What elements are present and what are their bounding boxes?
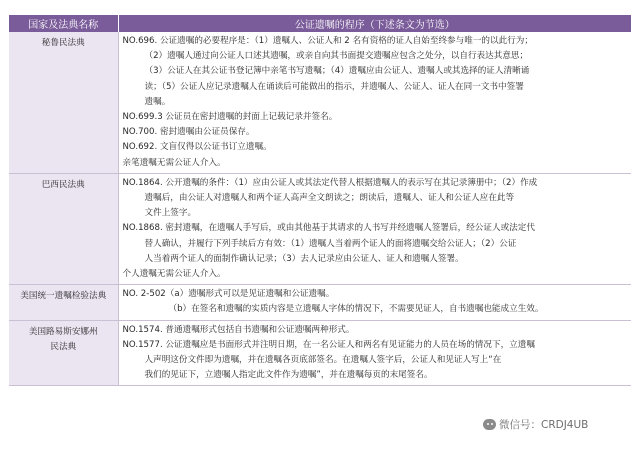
code-name-line: 美国路易斯安娜州	[28, 326, 98, 337]
article-line: （b）在签名和遗嘱的实质内容是立遗嘱人字体的情况下，不需要见证人，自书遗嘱也能成立生效。	[168, 304, 544, 315]
article-line: 个人遗嘱无需公证人介入。	[122, 269, 226, 280]
code-name-line: 美国统一遗嘱检验法典	[20, 291, 107, 302]
procedure-cell	[118, 173, 631, 284]
header-country-code: 国家及法典名称	[9, 15, 118, 32]
article-line: （3）公证人在其公证书登记簿中亲笔书写遗嘱；（4）遗嘱应由公证人、遗嘱人或其选择的证人清晰诵	[144, 66, 530, 77]
article-line: 替人确认，并履行下列手续后方有效：（1）遗嘱人当着两个证人的面将遗嘱交给公证人；（2）公证	[144, 238, 517, 249]
article-line: NO. 2-502（a）遗嘱形式可以是见证遗嘱和公证遗嘱。	[122, 289, 335, 300]
article-line: 亲笔遗嘱无需公证人介入。	[122, 157, 226, 168]
code-name-line: 秘鲁民法典	[41, 38, 85, 48]
article-line: NO.1868. 密封遗嘱，在遗嘱人手写后，或由其他基于其请求的人书写并经遗嘱人签署后，经公证人或法定代	[122, 223, 535, 234]
article-line: 读；（5）公证人应记录遗嘱人在诵读后可能做出的指示，并遗嘱人、公证人、证人在同一文书中签署	[144, 81, 524, 92]
article-line: NO.700. 密封遗嘱由公证员保存。	[122, 127, 255, 138]
will-procedure-table	[9, 15, 631, 386]
article-line: （2）遗嘱人通过向公证人口述其遗嘱，或亲自向其书面提交遗嘱应包含之处分，以自行表达其意思；	[144, 51, 529, 62]
header-procedure: 公证遗嘱的程序（下述条文为节选）	[118, 15, 631, 32]
article-line: 人声明这份文件即为遗嘱，并在遗嘱各页底部签名。在遗嘱人签字后，公证人和见证人写上“在	[144, 355, 502, 366]
procedure-cell	[118, 285, 631, 320]
procedure-cell	[118, 320, 631, 386]
peru-civil-code-row	[9, 32, 631, 173]
article-line: NO.1864. 公开遗嘱的条件：（1）应由公证人或其法定代替人根据遗嘱人的表示写在其记录簿册中；（2）作成	[122, 177, 538, 188]
article-line: 文件上签字。	[144, 208, 197, 219]
watermark-text: 微信号：CRDJ4UB	[499, 419, 589, 431]
code-name-line: 巴西民法典	[41, 179, 85, 190]
code-name-cell	[9, 285, 118, 320]
louisiana-civil-code-row	[9, 320, 631, 386]
article-line: NO.692. 文盲仅得以公证书订立遗嘱。	[122, 142, 272, 153]
article-line: 我们的见证下，立遗嘱人指定此文件作为遗嘱”，并在遗嘱每页的末尾签名。	[144, 370, 433, 381]
article-line: 遗嘱后，由公证人对遗嘱人和两个证人高声全文朗读之；朗读后，遗嘱人、证人和公证人应在此等	[144, 193, 515, 204]
code-name-cell	[9, 320, 118, 386]
article-line: NO.699.3 公证员在密封遗嘱的封面上记载记录并签名。	[122, 112, 338, 123]
code-name-cell	[9, 32, 118, 173]
table-header-row	[9, 15, 631, 32]
code-name-line: 民法典	[50, 341, 77, 352]
article-line: 遗嘱。	[144, 96, 171, 107]
article-line: NO.696. 公证遗嘱的必要程序是：（1）遗嘱人、公证人和 2 名有资格的证人自始至终参与唯一的以此行为；	[122, 36, 533, 46]
code-name-cell	[9, 173, 118, 284]
article-line: NO.1574. 普通遗嘱形式包括自书遗嘱和公证遗嘱两种形式。	[122, 324, 355, 335]
procedure-cell	[118, 32, 631, 173]
wechat-icon	[483, 419, 496, 430]
article-line: 人当着两个证人的面制作确认记录；（3）去人记录应由公证人、证人和遗嘱人签署。	[144, 253, 464, 264]
wechat-watermark	[480, 417, 591, 432]
article-line: NO.1577. 公证遗嘱应是书面形式并注明日期，在一名公证人和两名有见证能力的人员在场的情况下，立遗嘱	[122, 339, 535, 350]
us-uniform-probate-code-row	[9, 285, 631, 320]
brazil-civil-code-row	[9, 173, 631, 284]
